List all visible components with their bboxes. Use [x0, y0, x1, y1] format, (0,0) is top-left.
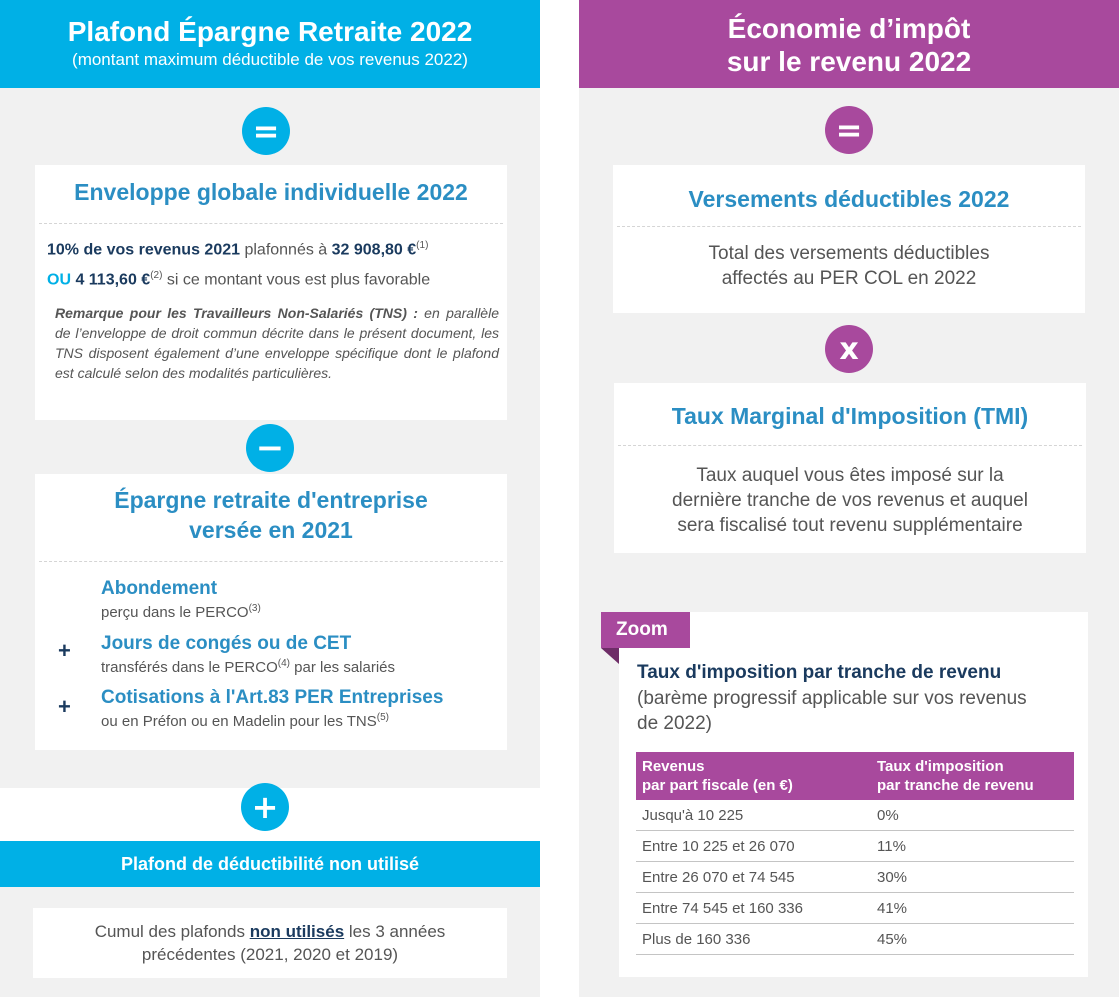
left-header: [0, 0, 540, 88]
equals-icon: =: [242, 107, 290, 155]
envelope-card: [35, 165, 507, 420]
minus-icon: −: [246, 424, 294, 472]
company-savings-card: [35, 474, 507, 750]
non-utilises-link[interactable]: non utilisés: [249, 922, 345, 941]
table-row: Plus de 160 336 45%: [636, 924, 1074, 955]
tax-table: [636, 752, 1074, 955]
zoom-subtitle: (barème progressif applicable sur vos revenus de 2022): [637, 688, 1027, 734]
tmi-text: Taux auquel vous êtes imposé sur la dernière tranche de vos revenus et auquel sera fiscalisé tout revenu supplémentaire: [672, 465, 1028, 536]
versements-text: Total des versements déductibles affectés au PER COL en 2022: [708, 243, 990, 289]
plus-icon: +: [58, 638, 71, 663]
versements-card: [613, 165, 1085, 313]
envelope-line2: OU 4 113,60 €$^{(2)}$ si ce montant vous est plus favorable: [47, 270, 431, 289]
left-header-subtitle: (montant maximum déductible de vos revenus 2022): [72, 50, 468, 69]
versements-title: Versements déductibles 2022: [688, 186, 1010, 212]
right-header-title: Économie d’impôt: [727, 13, 971, 44]
table-row: Entre 26 070 et 74 545 30%: [636, 862, 1074, 893]
tmi-title: Taux Marginal d'Imposition (TMI): [671, 403, 1029, 429]
zoom-tag-fold: [601, 648, 619, 664]
plus-circle-icon: +: [241, 783, 289, 831]
envelope-title: Enveloppe globale individuelle 2022: [74, 179, 468, 205]
tmi-card: [614, 383, 1086, 553]
company-savings-title: Épargne retraite d'entreprise versée en 2021: [114, 487, 428, 543]
multiply-icon: x: [825, 325, 873, 373]
right-header: [579, 0, 1119, 88]
table-row: Entre 10 225 et 26 070 11%: [636, 831, 1074, 862]
zoom-title: Taux d'imposition par tranche de revenu: [637, 662, 1002, 683]
tax-table-header: Revenus par part fiscale (en €) Taux d'imposition par tranche de revenu: [636, 752, 1074, 800]
table-row: Jusqu'à 10 225 0%: [636, 800, 1074, 831]
unused-ceiling-card: [33, 908, 507, 978]
unused-ceiling-text: Cumul des plafonds non utilisés les 3 années précédentes (2021, 2020 et 2019): [94, 922, 446, 964]
equals-icon: =: [825, 106, 873, 154]
unused-ceiling-bar: Plafond de déductibilité non utilisé: [0, 841, 540, 887]
plus-icon: +: [58, 694, 71, 719]
envelope-line1: 10% de vos revenus 2021 plafonnés à 32 908,80 €$^{(1)}$: [47, 240, 429, 259]
zoom-tag: Zoom: [601, 612, 690, 648]
table-row: Entre 74 545 et 160 336 41%: [636, 893, 1074, 924]
left-header-title: Plafond Épargne Retraite 2022: [67, 16, 473, 47]
company-item-conges: Jours de congés ou de CET transférés dans le PERCO$^{(4)}$ par les salariés: [101, 633, 396, 676]
right-header-subtitle: sur le revenu 2022: [726, 46, 972, 77]
envelope-remark: Remarque pour les Travailleurs Non-Salariés (TNS) : en parallèle de l’enveloppe de droit commun décrite dans le présent document, les TNS disposent également d’une enveloppe spécifique dont le plafond est calculé selon des modalités particulières.: [55, 304, 499, 381]
company-item-cotisations: Cotisations à l'Art.83 PER Entreprises ou en Préfon ou en Madelin pour les TNS$^{(5)}$: [101, 687, 444, 730]
company-item-abondement: Abondement perçu dans le PERCO$^{(3)}$: [101, 578, 261, 621]
